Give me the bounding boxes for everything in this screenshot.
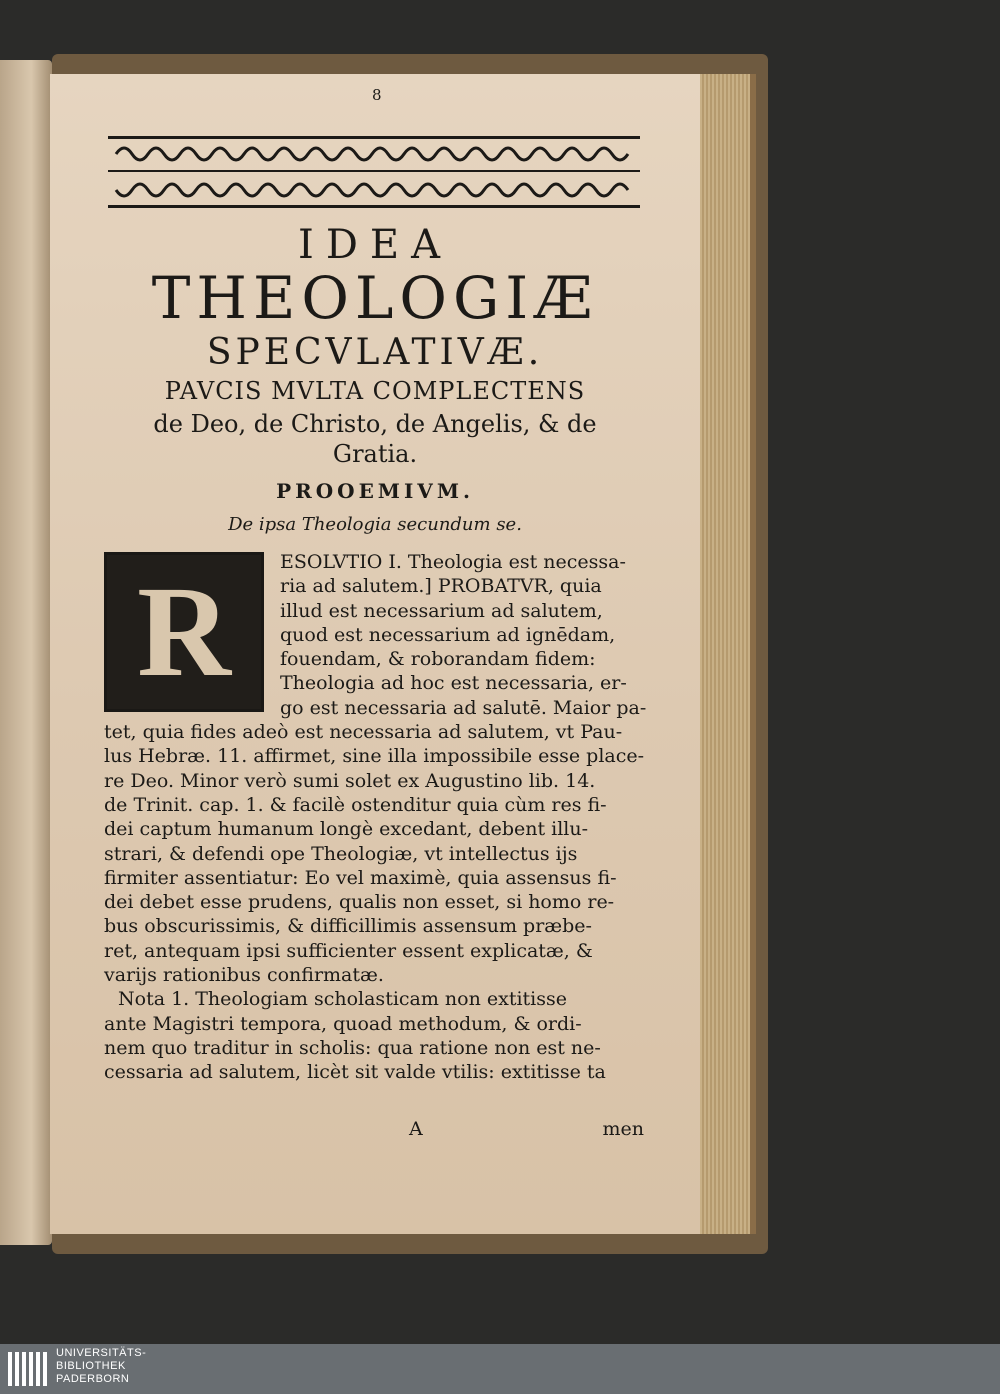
body-line: illud est necessarium ad salutem, [280,599,603,622]
book-fore-edge [700,74,756,1234]
subtitle-line-1: PAVCIS MVLTA COMPLECTENS [164,377,586,405]
body-line: varijs rationibus confirmatæ. [104,964,384,987]
catchword: men [602,1118,644,1140]
body-line: ESOLVTIO I. Theologia est necessa- [280,551,626,573]
body-line: dei captum humanum longè excedant, debent illu- [104,818,589,841]
body-line: strari, & defendi ope Theologiæ, vt intellectus ijs [104,842,578,865]
body-line: tet, quia fides adeò est necessaria ad salutem, vt Pau- [104,721,623,744]
body-line: dei debet esse prudens, qualis non esset, si homo re- [104,891,615,914]
page-number: 8 [372,86,382,104]
body-line: ante Magistri tempora, quoad methodum, & ordi- [104,1012,582,1035]
body-line: cessaria ad salutem, licèt sit valde vtilis: extitisse ta [104,1061,606,1084]
body-line: lus Hebræ. 11. affirmet, sine illa impossibile esse place- [104,745,645,768]
section-subheading: De ipsa Theologia secundum se. [228,514,522,535]
body-line: bus obscurissimis, & difficillimis assensum præbe- [104,915,592,938]
body-line: Nota 1. Theologiam scholasticam non extitisse [118,988,568,1011]
body-line: quod est necessarium ad ignēdam, [280,623,616,646]
title-theologiae: THEOLOGIÆ [151,264,599,332]
section-heading: PROOEMIVM. [276,479,474,503]
library-name-line: BIBLIOTHEK [56,1360,126,1372]
ornamental-border-icon [108,132,640,212]
body-line: go est necessaria ad salutē. Maior pa- [280,696,647,719]
body-line: nem quo traditur in scholis: qua ratione non est ne- [104,1036,601,1059]
library-footer [0,1344,1000,1394]
ub-paderborn-logo-icon [8,1350,48,1388]
subtitle-line-2: de Deo, de Christo, de Angelis, & de Gratia. [153,410,597,468]
body-line: de Trinit. cap. 1. & facilè ostenditur quia cùm res fi- [104,793,607,816]
library-name-line: PADERBORN [56,1373,130,1385]
body-line: Theologia ad hoc est necessaria, er- [280,672,627,695]
library-name [56,1347,146,1386]
signature-mark: A [409,1118,423,1140]
facing-page-edge [0,60,52,1245]
body-line: ria ad salutem.] PROBATVR, quia [280,575,602,598]
book-page [50,74,700,1234]
title-idea: IDEA [298,222,452,268]
title-speculativae: SPECVLATIVÆ. [206,332,544,373]
body-line: ret, antequam ipsi sufficienter essent explicatæ, & [104,939,593,962]
body-line: firmiter assentiatur: Eo vel maximè, quia assensus fi- [104,866,617,889]
body-text [104,550,647,1085]
body-line: fouendam, & roborandam fidem: [280,648,596,671]
body-line: re Deo. Minor verò sumi solet ex Augustino lib. 14. [104,769,596,792]
drop-initial-letter: R [137,560,231,704]
library-name-line: UNIVERSITÄTS- [56,1347,147,1359]
